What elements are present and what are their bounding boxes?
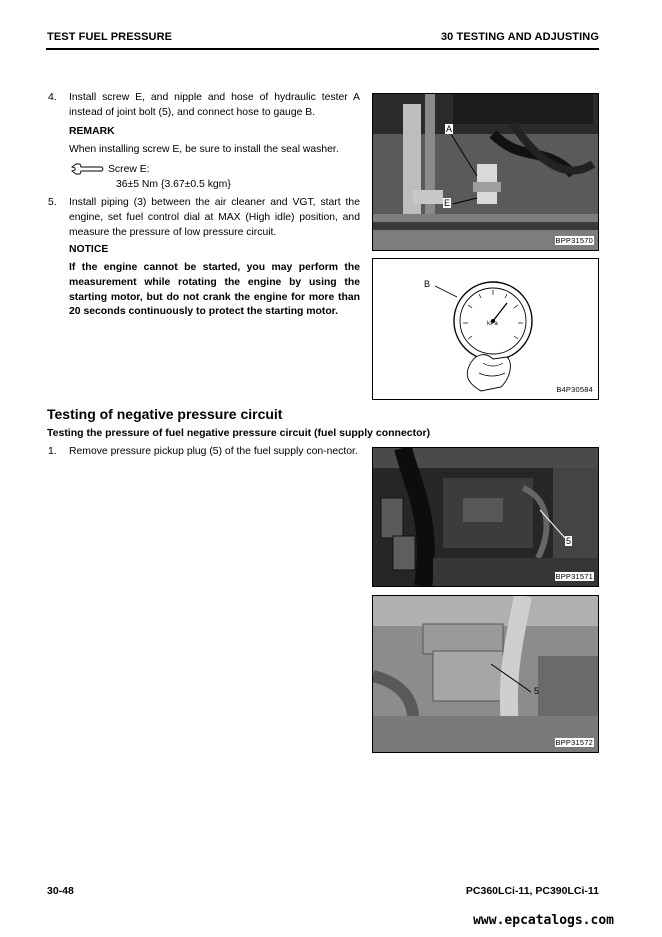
- pressure-gauge-drawing: [373, 259, 598, 399]
- watermark-link[interactable]: www.epcatalogs.com: [473, 913, 614, 928]
- gauge-unit-label: kPa: [487, 321, 498, 327]
- figure-code: BPP31570: [555, 236, 593, 245]
- remark-heading: REMARK: [69, 126, 115, 137]
- notice-text: If the engine cannot be started, you may perform the measurement while rotating the engine by using the starting motor, but do not crank the engine for more than 20 seconds continuously to protect the starting motor.: [69, 262, 360, 318]
- figure-code: B4P30584: [556, 385, 593, 394]
- figure-label-a: A: [446, 124, 453, 134]
- header-chapter-title: 30 TESTING AND ADJUSTING: [440, 31, 599, 43]
- step-5-text: Install piping (3) between the air cleaner and VGT, start the engine, set fuel control dial at MAX (High idle) position, and measure the pressure of low pressure circuit.: [69, 197, 360, 238]
- section-subtitle: Testing the pressure of fuel negative pressure circuit (fuel supply connector): [47, 427, 431, 439]
- figure-bpp31572: [372, 595, 599, 753]
- section-step-1-text: Remove pressure pickup plug (5) of the fuel supply con-nector.: [69, 446, 358, 457]
- engine-photo-1: [373, 94, 598, 250]
- notice-heading: NOTICE: [69, 244, 109, 255]
- figure-b4p30584: [372, 258, 599, 400]
- section-title: Testing of negative pressure circuit: [47, 406, 283, 422]
- torque-label: Screw E:: [108, 164, 150, 175]
- header-rule: [46, 48, 599, 50]
- engine-photo-2: [373, 448, 598, 586]
- model-numbers: PC360LCi-11, PC390LCi-11: [465, 885, 599, 897]
- figure-bpp31570: [372, 93, 599, 251]
- figure-code: BPP31571: [555, 572, 593, 581]
- page-number: 30-48: [47, 885, 74, 897]
- step-4-text: Install screw E, and nipple and hose of hydraulic tester A instead of joint bolt (5), and connect hose to gauge B.: [69, 92, 360, 118]
- section-step-1-number: 1.: [48, 446, 57, 457]
- figure-label-e: E: [444, 198, 451, 208]
- figure-label-5: 5: [566, 536, 572, 546]
- remark-text: When installing screw E, be sure to install the seal washer.: [69, 144, 339, 155]
- step-4-number: 4.: [48, 92, 57, 103]
- figure-label-5: 5: [534, 686, 540, 696]
- engine-photo-3: [373, 596, 598, 752]
- header-section-title: TEST FUEL PRESSURE: [47, 31, 173, 43]
- torque-wrench-icon: [70, 163, 104, 175]
- figure-code: BPP31572: [555, 738, 593, 747]
- figure-label-b: B: [424, 279, 431, 289]
- torque-value: 36±5 Nm {3.67±0.5 kgm}: [116, 179, 231, 190]
- figure-bpp31571: [372, 447, 599, 587]
- step-5-number: 5.: [48, 197, 57, 208]
